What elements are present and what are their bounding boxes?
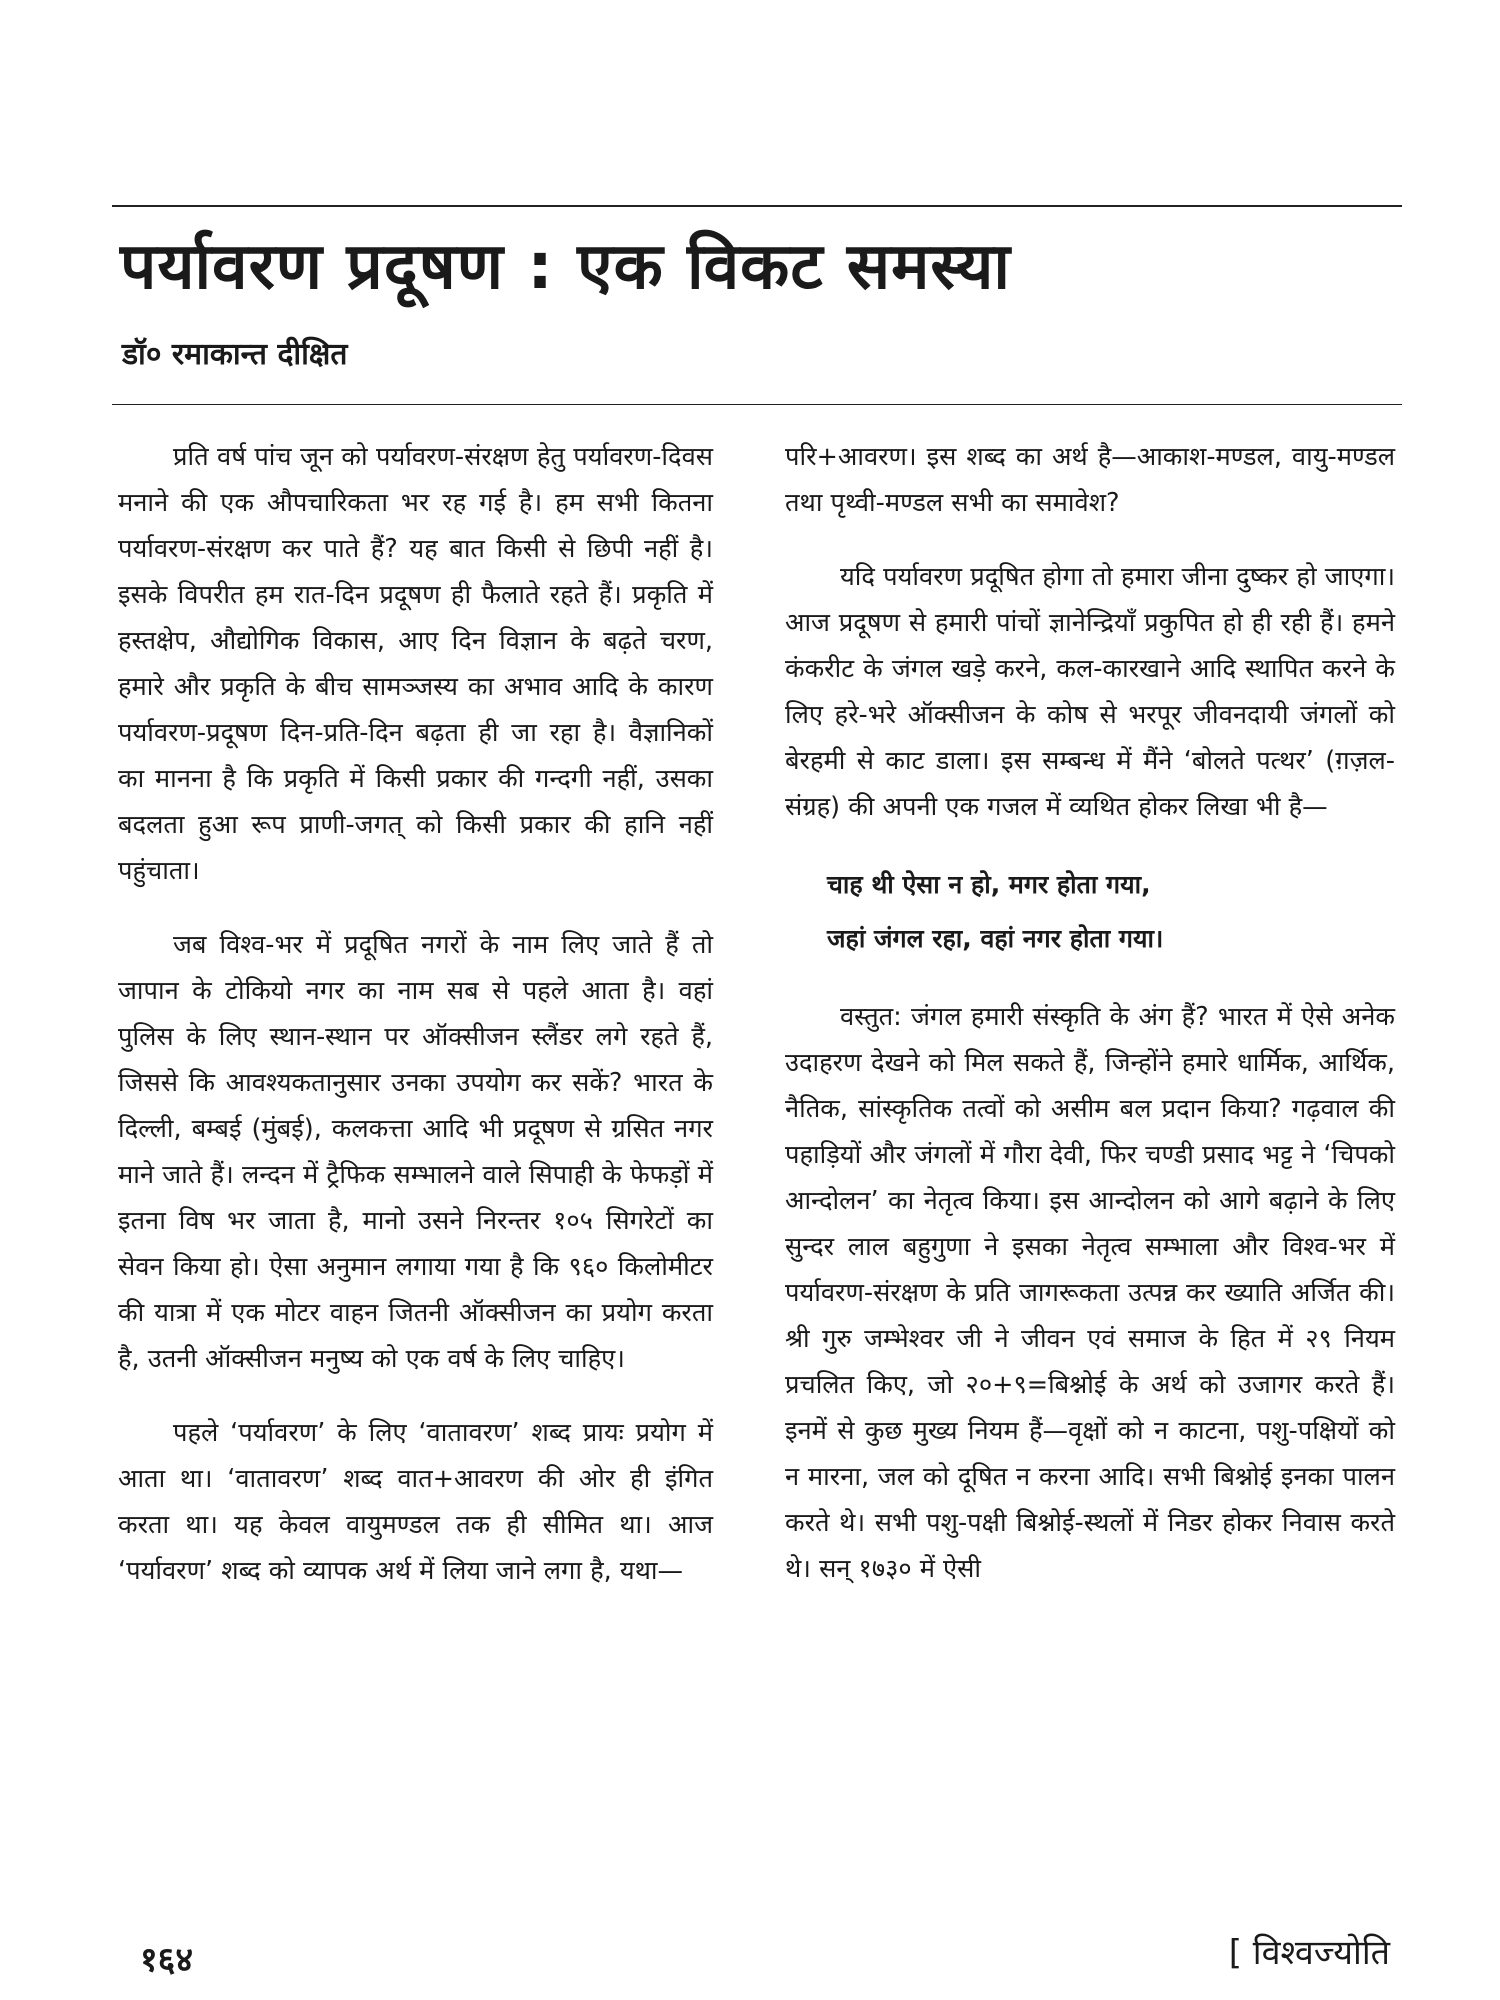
paragraph: प्रति वर्ष पांच जून को पर्यावरण-संरक्षण हेतु पर्यावरण-दिवस मनाने की एक औपचारिकता भर रह गई है। हम सभी कितना पर्यावरण-संरक्षण कर पाते हैं? यह बात किसी से छिपी नहीं है। इसके विपरीत हम रात-दिन प्रदूषण ही फैलाते रहते हैं। प्रकृति में हस्तक्षेप, औद्योगिक विकास, आए दिन विज्ञान के बढ़ते चरण, हमारे और प्रकृति के बीच सामञ्जस्य का अभाव आदि के कारण पर्यावरण-प्रदूषण दिन-प्रति-दिन बढ़ता ही जा रहा है। वैज्ञानिकों का मानना है कि प्रकृति में किसी प्रकार की गन्दगी नहीं, उसका बदलता हुआ रूप प्राणी-जगत् को किसी प्रकार की हानि नहीं पहुंचाता। — [118, 442, 713, 886]
journal-name: [ विश्वज्योति — [1228, 1933, 1390, 1973]
left-column — [118, 434, 713, 1622]
paragraph: जब विश्व-भर में प्रदूषित नगरों के नाम लिए जाते हैं तो जापान के टोकियो नगर का नाम सब से पहले आता है। वहां पुलिस के लिए स्थान-स्थान पर ऑक्सीजन स्लैंडर लगे रहते हैं, जिससे कि आवश्यकतानुसार उनका उपयोग कर सकें? भारत के दिल्ली, बम्बई (मुंबई), कलकत्ता आदि भी प्रदूषण से ग्रसित नगर माने जाते हैं। लन्दन में ट्रैफिक सम्भालने वाले सिपाही के फेफड़ों में इतना विष भर जाता है, मानो उसने निरन्तर १०५ सिगरेटों का सेवन किया हो। ऐसा अनुमान लगाया गया है कि ९६० किलोमीटर की यात्रा में एक मोटर वाहन जितनी ऑक्सीजन का प्रयोग करता है, उतनी ऑक्सीजन मनुष्य को एक वर्ष के लिए चाहिए। — [118, 930, 713, 1374]
paragraph: पहले ‘पर्यावरण’ के लिए ‘वातावरण’ शब्द प्रायः प्रयोग में आता था। ‘वातावरण’ शब्द वात+आवरण की ओर ही इंगित करता था। यह केवल वायुमण्डल तक ही सीमित था। आज ‘पर्यावरण’ शब्द को व्यापक अर्थ में लिया जाने लगा है, यथा— — [118, 1418, 713, 1586]
verse-quote — [785, 858, 1395, 966]
paragraph-continuation: परि+आवरण। इस शब्द का अर्थ है—आकाश-मण्डल, वायु-मण्डल तथा पृथ्वी-मण्डल सभी का समावेश? — [785, 442, 1395, 518]
paragraph: यदि पर्यावरण प्रदूषित होगा तो हमारा जीना दुष्कर हो जाएगा। आज प्रदूषण से हमारी पांचों ज्ञानेन्द्रियाँ प्रकुपित हो ही रही हैं। हमने कंकरीट के जंगल खड़े करने, कल-कारखाने आदि स्थापित करने के लिए हरे-भरे ऑक्सीजन के कोष से भरपूर जीवनदायी जंगलों को बेरहमी से काट डाला। इस सम्बन्ध में मैंने ‘बोलते पत्थर’ (ग़ज़ल-संग्रह) की अपनी एक गजल में व्यथित होकर लिखा भी है— — [785, 562, 1395, 822]
article-author: डॉ० रमाकान्त दीक्षित — [122, 337, 348, 372]
page-number: १६४ — [140, 1940, 194, 1980]
header-divider — [112, 404, 1402, 405]
paragraph: वस्तुत: जंगल हमारी संस्कृति के अंग हैं? भारत में ऐसे अनेक उदाहरण देखने को मिल सकते हैं, जिन्होंने हमारे धार्मिक, आर्थिक, नैतिक, सांस्कृतिक तत्वों को असीम बल प्रदान किया? गढ़वाल की पहाड़ियों और जंगलों में गौरा देवी, फिर चण्डी प्रसाद भट्ट ने ‘चिपको आन्दोलन’ का नेतृत्व किया। इस आन्दोलन को आगे बढ़ाने के लिए सुन्दर लाल बहुगुणा ने इसका नेतृत्व सम्भाला और विश्व-भर में पर्यावरण-संरक्षण के प्रति जागरूकता उत्पन्न कर ख्याति अर्जित की। श्री गुरु जम्भेश्वर जी ने जीवन एवं समाज के हित में २९ नियम प्रचलित किए, जो २०+९=बिश्नोई के अर्थ को उजागर करते हैं। इनमें से कुछ मुख्य नियम हैं—वृक्षों को न काटना, पशु-पक्षियों को न मारना, जल को दूषित न करना आदि। सभी बिश्नोई इनका पालन करते थे। सभी पशु-पक्षी बिश्नोई-स्थलों में निडर होकर निवास करते थे। सन् १७३० में ऐसी — [785, 1002, 1395, 1584]
right-column — [785, 434, 1395, 1620]
top-rule — [112, 205, 1402, 207]
verse-line: चाह थी ऐसा न हो, मगर होता गया, — [827, 870, 1151, 899]
verse-line: जहां जंगल रहा, वहां नगर होता गया। — [827, 924, 1164, 953]
article-title: पर्यावरण प्रदूषण : एक विकट समस्या — [120, 230, 1011, 304]
